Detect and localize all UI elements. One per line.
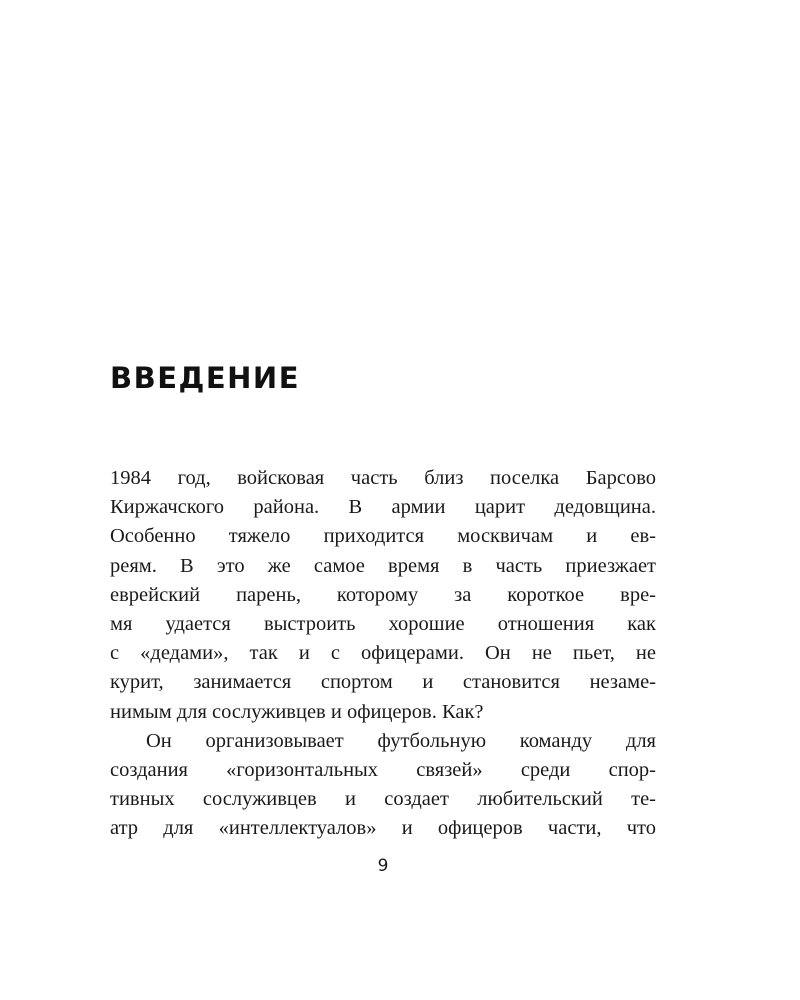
- text-line: с «дедами», так и с офицерами. Он не пьет, не: [110, 642, 656, 665]
- text-line: реям. В это же самое время в часть приезжает: [110, 554, 656, 577]
- body-text: [110, 464, 656, 843]
- page-number: 9: [377, 856, 389, 876]
- text-line: нимым для сослуживцев и офицеров. Как?: [110, 700, 484, 723]
- text-line: еврейский парень, которому за короткое вре-: [110, 583, 656, 606]
- text-line: тивных сослуживцев и создает любительский те-: [110, 788, 656, 811]
- text-line: создания «горизонтальных связей» среди спор-: [110, 758, 656, 781]
- text-line: Киржачского района. В армии царит дедовщина.: [110, 496, 656, 519]
- text-line: 1984 год, войсковая часть близ поселка Барсово: [110, 467, 656, 489]
- paragraph-1: [110, 464, 656, 727]
- text-line: атр для «интеллектуалов» и офицеров части, что: [110, 817, 656, 840]
- chapter-title: ВВЕДЕНИЕ: [110, 361, 301, 395]
- paragraph-2: [110, 727, 656, 844]
- text-line: Он организовывает футбольную команду для: [146, 729, 656, 752]
- text-line: курит, занимается спортом и становится незаме-: [110, 671, 656, 694]
- text-line: мя удается выстроить хорошие отношения как: [110, 612, 656, 635]
- text-line: Особенно тяжело приходится москвичам и ев-: [110, 525, 656, 548]
